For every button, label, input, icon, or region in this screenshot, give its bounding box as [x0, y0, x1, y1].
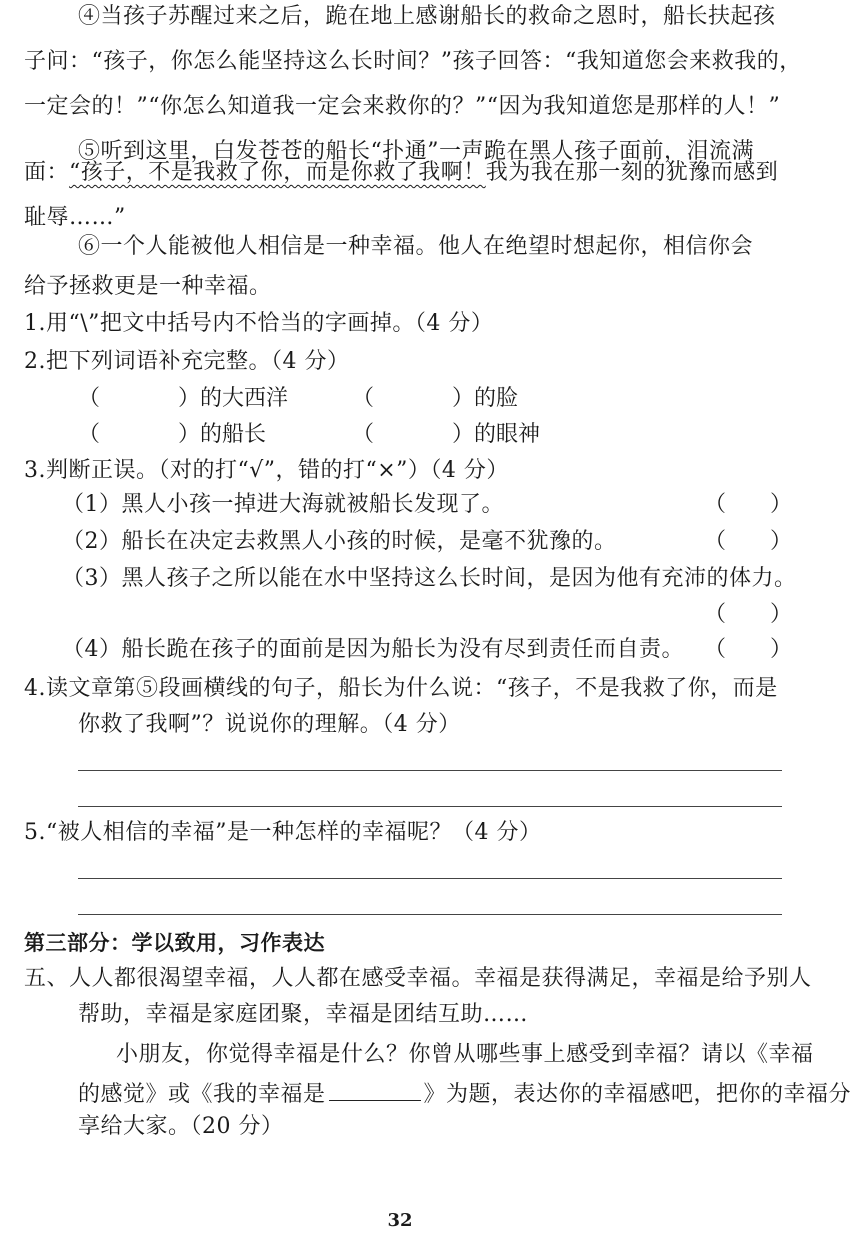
question-3-title: 3.判断正误。（对的打“√”，错的打“×”）（4 分） [24, 458, 509, 483]
q2-blank-3-open[interactable]: （ [78, 422, 101, 447]
para6-line2: 给予拯救更是一种幸福。 [24, 274, 272, 299]
q2-blank-1-open[interactable]: （ [78, 386, 101, 411]
part3-prompt-line3: 享给大家。（20 分） [78, 1114, 284, 1139]
para4-line2: 子问：“孩子，你怎么能坚持这么长时间？”孩子回答：“我知道您会来救我的， [24, 49, 802, 74]
question-2-title: 2.把下列词语补充完整。（4 分） [24, 349, 350, 374]
part3-prompt-line1: 小朋友，你觉得幸福是什么？你曾从哪些事上感受到幸福？请以《幸福 [116, 1042, 814, 1067]
title-blank[interactable] [329, 1078, 421, 1101]
part3-heading: 第三部分：学以致用，习作表达 [24, 931, 325, 955]
q4-answer-line-2[interactable] [78, 806, 782, 807]
q3-item-1: （1）黑人小孩一掉进大海就被船长发现了。 [62, 492, 504, 517]
q3-answer-3[interactable]: （ ） [704, 602, 793, 627]
part3-prompt-line2 [78, 1078, 851, 1110]
para5-line1: ⑤听到这里，白发苍苍的船长“扑通”一声跪在黑人孩子面前，泪流满 [78, 139, 754, 164]
q2-item-2: ）的脸 [452, 386, 519, 411]
q2-item-3: ）的船长 [178, 422, 267, 447]
prompt-line2-post: 》为题，表达你的幸福感吧，把你的幸福分 [423, 1082, 851, 1107]
para4-line3: 一定会的！”“你怎么知道我一定会来救你的？”“因为我知道您是那样的人！” [24, 94, 781, 119]
q2-item-1: ）的大西洋 [178, 386, 289, 411]
prompt-line2-pre: 的感觉》或《我的幸福是 [78, 1082, 326, 1107]
q3-item-2: （2）船长在决定去救黑人小孩的时候，是毫不犹豫的。 [62, 529, 617, 554]
part3-task-line2: 帮助，幸福是家庭团聚，幸福是团结互助…… [78, 1002, 529, 1027]
q3-answer-4[interactable]: （ ） [704, 637, 793, 662]
para6-line1: ⑥一个人能被他人相信是一种幸福。他人在绝望时想起你，相信你会 [78, 234, 754, 259]
q2-blank-4-open[interactable]: （ [352, 422, 375, 447]
para5-line2-pre: 面： [24, 160, 70, 185]
para5-underlined-sentence: “孩子，不是我救了你，而是你救了我啊！ [69, 160, 486, 185]
question-1: 1.用“\”把文中括号内不恰当的字画掉。（4 分） [24, 311, 494, 336]
q5-answer-line-1[interactable] [78, 878, 782, 879]
q2-item-4: ）的眼神 [452, 422, 541, 447]
q3-item-4: （4）船长跪在孩子的面前是因为船长为没有尽到责任而自责。 [62, 637, 684, 662]
q3-answer-2[interactable]: （ ） [704, 529, 793, 554]
question-4-line2: 你救了我啊”？说说你的理解。（4 分） [78, 712, 461, 737]
page-number: 32 [387, 1210, 413, 1231]
para5-line2-post: 我为我在那一刻的犹豫而感到 [485, 160, 779, 185]
question-5: 5.“被人相信的幸福”是一种怎样的幸福呢？（4 分） [24, 820, 542, 845]
q4-answer-line-1[interactable] [78, 770, 782, 771]
para4-line1: ④当孩子苏醒过来之后，跪在地上感谢船长的救命之恩时，船长扶起孩 [78, 4, 776, 29]
q3-answer-1[interactable]: （ ） [704, 492, 793, 517]
para5-line2 [24, 158, 778, 188]
question-4-line1: 4.读文章第⑤段画横线的句子，船长为什么说：“孩子，不是我救了你，而是 [24, 676, 778, 701]
para5-line3: 耻辱……” [24, 205, 126, 230]
q5-answer-line-2[interactable] [78, 914, 782, 915]
q2-blank-2-open[interactable]: （ [352, 386, 375, 411]
q3-item-3: （3）黑人孩子之所以能在水中坚持这么长时间，是因为他有充沛的体力。 [62, 566, 797, 591]
part3-task-line1: 五、人人都很渴望幸福，人人都在感受幸福。幸福是获得满足，幸福是给予别人 [24, 966, 812, 991]
